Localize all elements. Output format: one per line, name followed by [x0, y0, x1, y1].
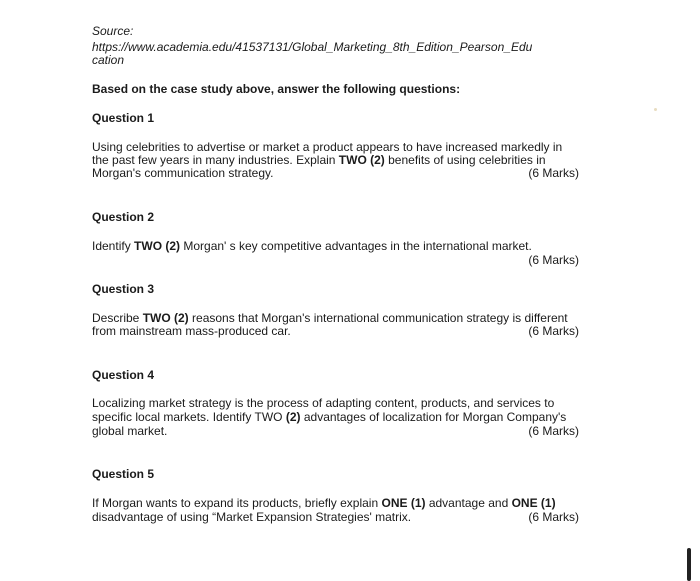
- question-4-marks: (6 Marks): [528, 424, 579, 438]
- question-4-line2: [92, 410, 566, 424]
- question-2-line1: [92, 239, 532, 253]
- question-5-bold2: ONE (1): [511, 496, 556, 510]
- question-5-heading: Question 5: [92, 467, 155, 481]
- scrollbar-thumb[interactable]: [687, 548, 691, 581]
- question-1-line2: [92, 153, 546, 167]
- question-5-mid: advantage and: [425, 496, 512, 510]
- page-speck: [654, 108, 657, 111]
- question-2-pre: Identify: [92, 239, 135, 253]
- question-1-line3: Morgan's communication strategy.: [92, 166, 274, 180]
- question-2-bold: TWO (2): [134, 239, 181, 253]
- question-1-line2-text: the past few years in many industries. Explain: [92, 153, 336, 167]
- question-2-marks: (6 Marks): [528, 253, 579, 267]
- question-4-pre: specific local markets. Identify TWO: [92, 410, 286, 424]
- question-3-line2: from mainstream mass-produced car.: [92, 324, 291, 338]
- question-4-post: advantages of localization for Morgan Company's: [300, 410, 567, 424]
- question-5-pre: If Morgan wants to expand its products, briefly explain: [92, 496, 382, 510]
- question-4-heading: Question 4: [92, 368, 155, 382]
- question-3-bold: TWO (2): [142, 311, 189, 325]
- question-4-bold: (2): [285, 410, 301, 424]
- source-url-line2: cation: [92, 53, 125, 67]
- question-5-line2: disadvantage of using “Market Expansion Strategies' matrix.: [92, 510, 412, 524]
- question-5-bold1: ONE (1): [381, 496, 426, 510]
- question-3-heading: Question 3: [92, 282, 155, 296]
- question-3-post: reasons that Morgan's international communication strategy is different: [188, 311, 568, 325]
- question-2-post: Morgan' s key competitive advantages in the international market.: [180, 239, 532, 253]
- source-url-line1: https://www.academia.edu/41537131/Global_Marketing_8th_Edition_Pearson_Edu: [92, 40, 533, 54]
- question-1-heading: Question 1: [92, 111, 155, 125]
- question-4-line1: Localizing market strategy is the process of adapting content, products, and services to: [92, 396, 555, 410]
- question-3-line1: [92, 311, 568, 325]
- question-3-marks: (6 Marks): [528, 324, 579, 338]
- question-1-line2-rest: benefits of using celebrities in: [384, 153, 546, 167]
- question-1-marks: (6 Marks): [528, 166, 579, 180]
- question-5-line1: [92, 496, 556, 510]
- question-1-line2-bold: TWO (2): [338, 153, 385, 167]
- question-3-pre: Describe: [92, 311, 143, 325]
- question-5-marks: (6 Marks): [528, 510, 579, 524]
- question-1-line1: Using celebrities to advertise or market a product appears to have increased markedly in: [92, 140, 563, 154]
- instruction-text: Based on the case study above, answer the following questions:: [92, 82, 461, 96]
- question-2-heading: Question 2: [92, 210, 155, 224]
- source-label: Source:: [92, 24, 134, 38]
- question-4-line3: global market.: [92, 424, 168, 438]
